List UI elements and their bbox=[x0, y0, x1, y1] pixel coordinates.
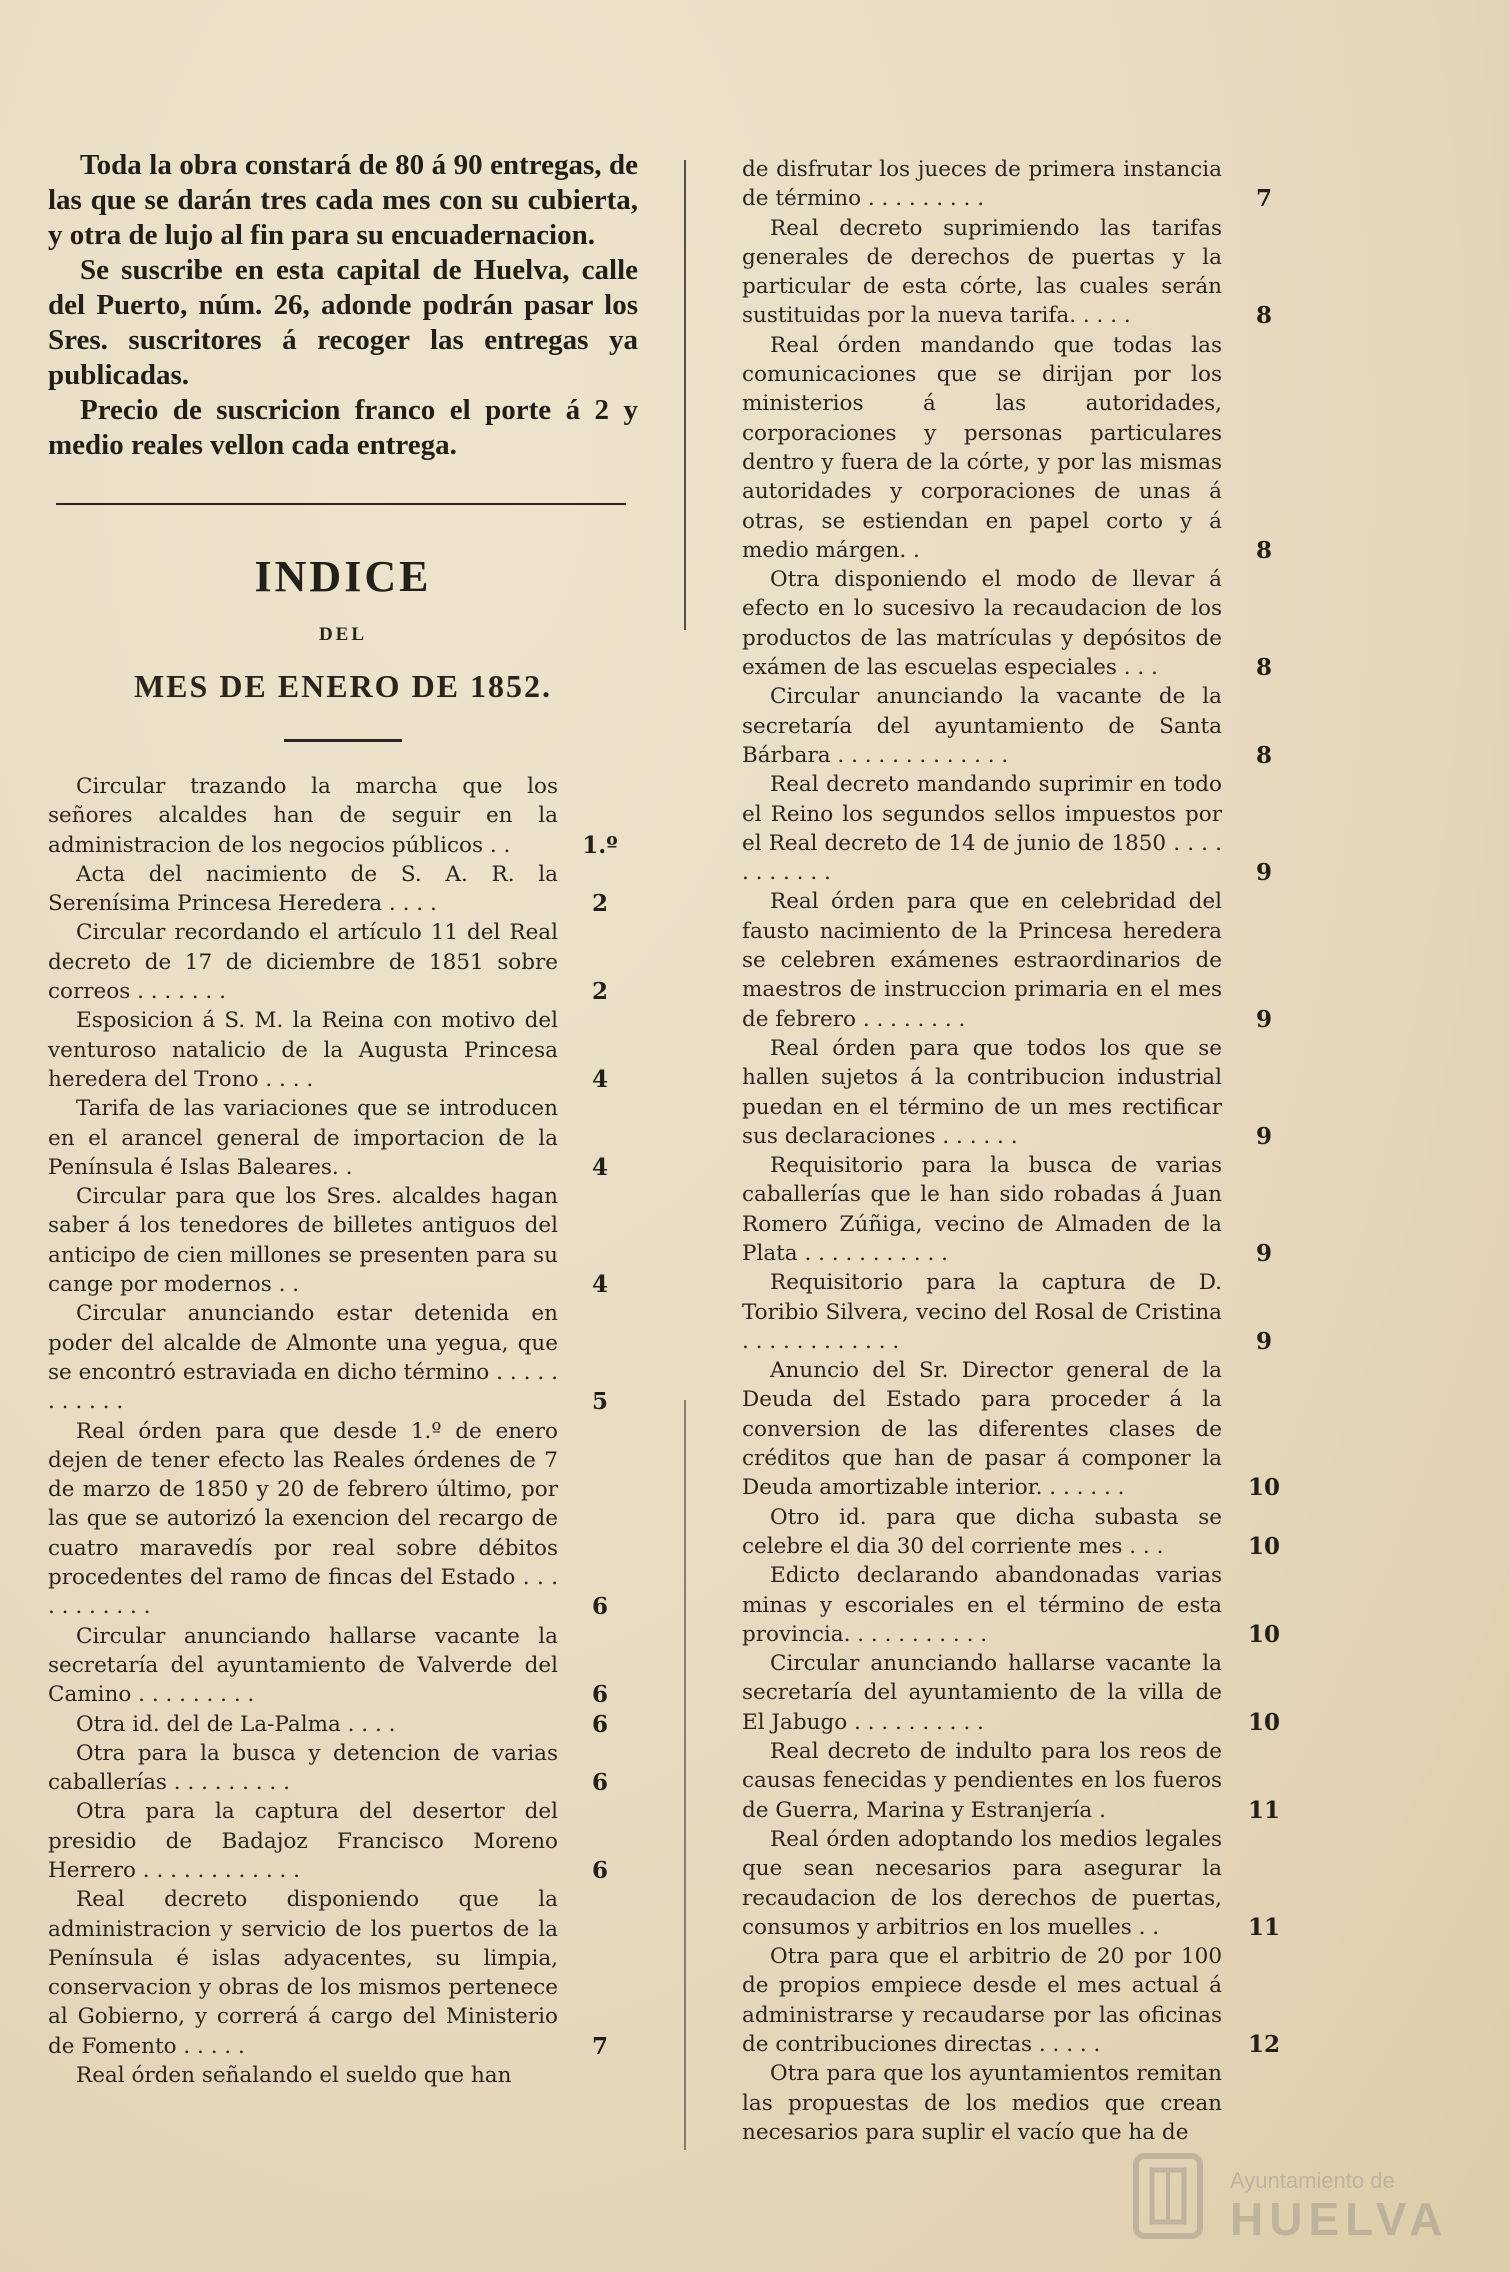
index-entry bbox=[742, 682, 1302, 770]
notice-paragraph: Se suscribe en esta capital de Huelva, calle del Puerto, núm. 26, adonde podrán pasar los Sres. suscritores á recoger las entregas ya publicadas. bbox=[48, 254, 638, 391]
entry-text: Real órden para que desde 1.º de enero dejen de tener efecto las Reales órdenes de 7 de marzo de 1850 y 20 de febrero último, por las que se autorizó la exencion del recargo de cuatro maravedís por real sobre débitos procedentes del ramo de fincas del Estado . . . . . . . . . . . bbox=[48, 1418, 558, 1620]
entry-page-number: 9 bbox=[1255, 859, 1272, 887]
index-entry bbox=[742, 770, 1302, 887]
entry-text: Circular anunciando estar detenida en poder del alcalde de Almonte una yegua, que se encontró estraviada en dicho término . . . . . . . . . . . bbox=[48, 1301, 558, 1415]
entry-page-number: 8 bbox=[1255, 302, 1272, 330]
entry-page-number: 8 bbox=[1255, 654, 1272, 682]
separator-rule bbox=[56, 503, 626, 505]
entry-text: Anuncio del Sr. Director general de la Deuda del Estado para proceder á la conversion de las diferentes clases de créditos que han de pasar á componer la Deuda amortizable interior. . . . . . . bbox=[742, 1358, 1222, 1501]
index-entry bbox=[48, 2061, 638, 2090]
entry-page-number: 5 bbox=[591, 1388, 608, 1416]
index-month-title: MES DE ENERO DE 1852. bbox=[133, 668, 553, 704]
entry-page-number: 8 bbox=[1255, 536, 1272, 564]
entry-text: Real órden adoptando los medios legales que sean necesarios para asegurar la recaudacion de los derechos de puertas, consumos y arbitrios en los muelles . . bbox=[742, 1826, 1222, 1940]
entry-text: Otra para que los ayuntamientos remitan las propuestas de los medios que crean necesarios para suplir el vacío que ha de bbox=[742, 2061, 1222, 2145]
index-entry bbox=[742, 887, 1302, 1033]
entry-page-number: 8 bbox=[1255, 741, 1272, 769]
entry-text: Circular anunciando hallarse vacante la secretaría del ayuntamiento de la villa de El Jabugo . . . . . . . . . . bbox=[742, 1651, 1222, 1735]
watermark-line2: HUELVA bbox=[1230, 2193, 1449, 2245]
entry-text: Real decreto de indulto para los reos de causas fenecidas y pendientes en los fueros de Guerra, Marina y Estranjería . bbox=[742, 1739, 1222, 1823]
entry-text: Esposicion á S. M. la Reina con motivo del venturoso natalicio de la Augusta Princesa heredera del Trono . . . . bbox=[48, 1008, 558, 1092]
entry-page-number: 7 bbox=[591, 2032, 608, 2060]
index-entry bbox=[742, 1268, 1302, 1356]
index-entry bbox=[742, 1151, 1302, 1268]
entry-page-number: 7 bbox=[1255, 185, 1272, 213]
entry-page-number: 10 bbox=[1247, 1620, 1280, 1648]
entry-text: Requisitorio para la busca de varias caballerías que le han sido robadas á Juan Romero Zúñiga, vecino de Almaden de la Plata . . . . . . . . . . . bbox=[742, 1153, 1222, 1266]
index-entry bbox=[742, 1356, 1302, 1502]
index-entry bbox=[48, 1739, 638, 1798]
index-entries-right bbox=[742, 155, 1302, 2147]
index-entry bbox=[48, 1094, 638, 1182]
index-entry bbox=[742, 1737, 1302, 1825]
subscription-notice bbox=[48, 148, 638, 463]
entry-page-number: 10 bbox=[1247, 1708, 1280, 1736]
index-entry bbox=[742, 1942, 1302, 2059]
index-entry bbox=[48, 1885, 638, 2061]
index-entry bbox=[742, 214, 1302, 331]
index-entry bbox=[742, 565, 1302, 682]
entry-text: Circular para que los Sres. alcaldes hagan saber á los tenedores de billetes antiguos del anticipo de cien millones se presenten para su cange por modernos . . bbox=[48, 1184, 558, 1298]
index-entry bbox=[742, 1034, 1302, 1151]
index-entries-left bbox=[48, 772, 638, 2090]
entry-text: Real decreto disponiendo que la administracion y servicio de los puertos de la Península é islas adyacentes, su limpia, conservacion y obras de los mismos pertenece al Gobierno, y correrá á cargo del Ministerio de Fomento . . . . . bbox=[48, 1887, 558, 2059]
entry-text: Acta del nacimiento de S. A. R. la Serenísima Princesa Heredera . . . . bbox=[48, 861, 558, 917]
index-entry bbox=[742, 1561, 1302, 1649]
index-entry bbox=[48, 1417, 638, 1622]
entry-page-number: 2 bbox=[591, 978, 608, 1006]
index-entry bbox=[48, 1182, 638, 1299]
entry-text: Real decreto mandando suprimir en todo el Reino los segundos sellos impuestos por el Real decreto de 14 de junio de 1850 . . . . . . . . . . . bbox=[742, 772, 1222, 886]
index-entry bbox=[742, 1825, 1302, 1942]
entry-page-number: 2 bbox=[591, 890, 608, 918]
city-seal-icon bbox=[1118, 2148, 1218, 2243]
entry-text: Otra para la captura del desertor del presidio de Badajoz Francisco Moreno Herrero . . . . . . . . . . . . bbox=[48, 1799, 558, 1883]
index-entry bbox=[48, 1797, 638, 1885]
index-entry bbox=[742, 1503, 1302, 1562]
right-column bbox=[742, 155, 1302, 2147]
entry-text: Circular trazando la marcha que los señores alcaldes han de seguir en la administracion de los negocios públicos . . bbox=[48, 774, 558, 858]
title-rule bbox=[284, 739, 402, 742]
entry-text: Edicto declarando abandonadas varias minas y escoriales en el término de esta provincia. . . . . . . . . . . bbox=[742, 1563, 1222, 1647]
entry-page-number: 4 bbox=[591, 1271, 608, 1299]
index-entry bbox=[48, 1006, 638, 1094]
column-divider-lower bbox=[684, 1400, 686, 2150]
entry-page-number: 10 bbox=[1247, 1474, 1280, 1502]
left-column bbox=[48, 148, 638, 2090]
entry-page-number: 6 bbox=[591, 1856, 608, 1884]
entry-text: Real órden mandando que todas las comunicaciones que se dirijan por los ministerios á las autoridades, corporaciones y personas particulares dentro y fuera de la córte, y por las mismas autoridades y corporaciones de unas á otras, se estiendan en papel corto y á medio márgen. . bbox=[742, 332, 1222, 563]
entry-page-number: 6 bbox=[591, 1681, 608, 1709]
entry-text: de disfrutar los jueces de primera instancia de término . . . . . . . . . bbox=[742, 157, 1222, 212]
index-entry bbox=[48, 1710, 638, 1739]
entry-page-number: 4 bbox=[591, 1153, 608, 1181]
index-entry bbox=[48, 918, 638, 1006]
entry-page-number: 6 bbox=[591, 1710, 608, 1738]
entry-page-number: 4 bbox=[591, 1065, 608, 1093]
entry-page-number: 1.º bbox=[582, 831, 618, 859]
entry-text: Requisitorio para la captura de D. Toribio Silvera, vecino del Rosal de Cristina . . . . . . . . . . . . bbox=[742, 1270, 1222, 1354]
entry-page-number: 9 bbox=[1255, 1327, 1272, 1355]
entry-text: Real decreto suprimiendo las tarifas generales de derechos de puertas y la particular de esta córte, las cuales serán sustituidas por la nueva tarifa. . . . . bbox=[742, 215, 1222, 329]
index-entry bbox=[48, 1622, 638, 1710]
entry-text: Otra para la busca y detencion de varias caballerías . . . . . . . . . bbox=[48, 1740, 558, 1796]
entry-text: Real órden señalando el sueldo que han bbox=[76, 2063, 512, 2089]
watermark bbox=[1118, 2148, 1448, 2243]
entry-page-number: 11 bbox=[1247, 1796, 1280, 1824]
index-title: INDICE bbox=[254, 552, 432, 601]
entry-text: Tarifa de las variaciones que se introducen en el arancel general de importacion de la Península é Islas Baleares. . bbox=[48, 1096, 558, 1180]
entry-text: Circular anunciando hallarse vacante la secretaría del ayuntamiento de Valverde del Camino . . . . . . . . . bbox=[48, 1623, 558, 1708]
entry-page-number: 9 bbox=[1255, 1005, 1272, 1033]
index-subtitle-del: DEL bbox=[318, 624, 368, 645]
entry-page-number: 11 bbox=[1247, 1913, 1280, 1941]
entry-page-number: 12 bbox=[1247, 2031, 1280, 2058]
entry-page-number: 6 bbox=[591, 1769, 608, 1797]
index-entry bbox=[742, 155, 1302, 214]
entry-text: Circular recordando el artículo 11 del Real decreto de 17 de diciembre de 1851 sobre correos . . . . . . . bbox=[48, 920, 558, 1005]
index-entry bbox=[742, 1649, 1302, 1737]
entry-text: Otra para que el arbitrio de 20 por 100 de propios empiece desde el mes actual á administrarse y recaudarse por las oficinas de contribuciones directas . . . . . bbox=[742, 1944, 1222, 2057]
entry-text: Otra disponiendo el modo de llevar á efecto en lo sucesivo la recaudacion de los productos de las matrículas y depósitos de exámen de las escuelas especiales . . . bbox=[742, 567, 1222, 681]
index-entry bbox=[48, 1299, 638, 1416]
entry-page-number: 9 bbox=[1255, 1122, 1272, 1150]
notice-paragraph: Toda la obra constará de 80 á 90 entregas, de las que se darán tres cada mes con su cubierta, y otra de lujo al fin para su encuadernacion. bbox=[48, 149, 638, 251]
index-entry bbox=[48, 772, 638, 860]
index-entry bbox=[742, 331, 1302, 565]
notice-paragraph: Precio de suscricion franco el porte á 2 y medio reales vellon cada entrega. bbox=[48, 394, 638, 461]
entry-text: Real órden para que todos los que se hallen sujetos á la contribucion industrial puedan en el término de un mes rectificar sus declaraciones . . . . . . bbox=[742, 1035, 1222, 1149]
entry-text: Otra id. del de La-Palma . . . . bbox=[76, 1711, 396, 1737]
watermark-line1: Ayuntamiento de bbox=[1230, 2168, 1395, 2193]
entry-text: Real órden para que en celebridad del fausto nacimiento de la Princesa heredera se celebren exámenes estraordinarios de maestros de instruccion primaria en el mes de febrero . . . . . . . . bbox=[742, 889, 1222, 1032]
entry-page-number: 6 bbox=[591, 1593, 608, 1621]
index-entry bbox=[48, 860, 638, 919]
column-divider bbox=[684, 160, 686, 630]
entry-page-number: 9 bbox=[1255, 1239, 1272, 1267]
index-entry bbox=[742, 2059, 1302, 2147]
entry-page-number: 10 bbox=[1247, 1532, 1280, 1560]
entry-text: Otro id. para que dicha subasta se celebre el dia 30 del corriente mes . . . bbox=[742, 1504, 1222, 1559]
entry-text: Circular anunciando la vacante de la secretaría del ayuntamiento de Santa Bárbara . . . . . . . . . . . . . bbox=[742, 684, 1222, 768]
